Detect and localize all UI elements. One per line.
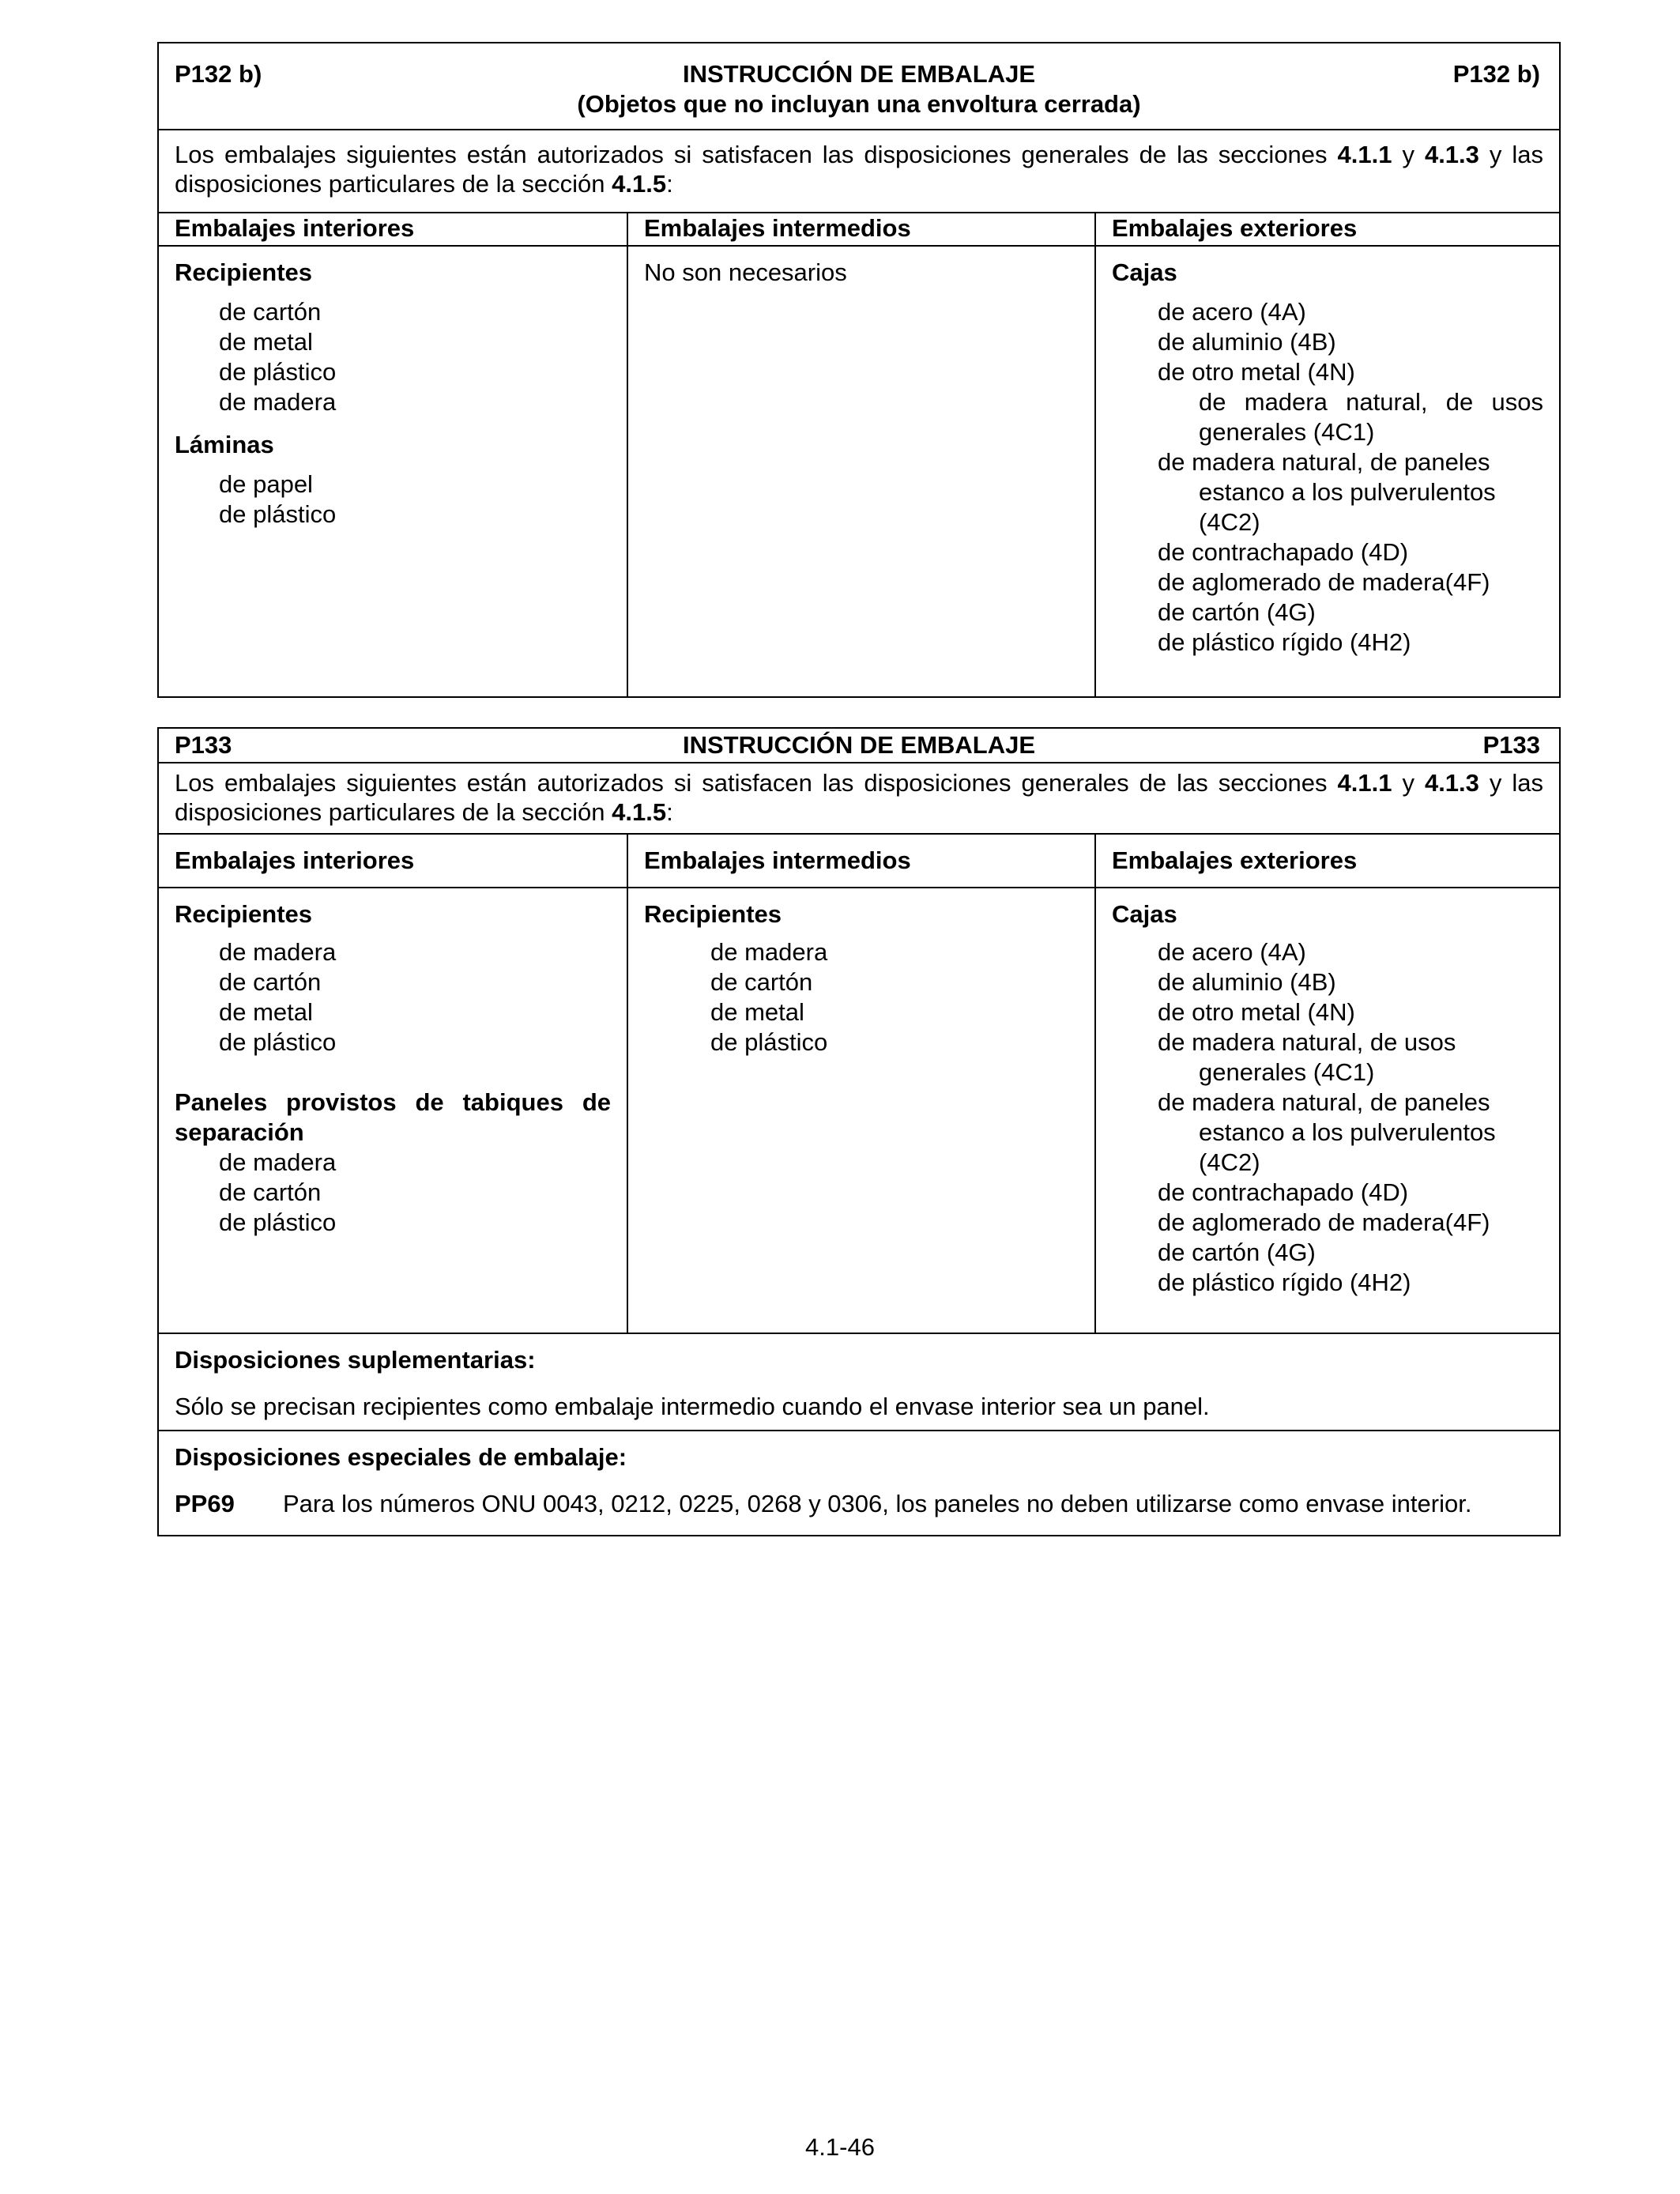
list-item: de metal — [219, 998, 313, 1026]
list-item: (4C2) — [1199, 1148, 1260, 1176]
list-item: estanco a los pulverulentos — [1199, 478, 1496, 506]
list-item: estanco a los pulverulentos — [1199, 1118, 1496, 1146]
p133-inner-heading-paneles: Paneles provistos de tabiques de — [175, 1088, 611, 1116]
p132b-inner-heading-laminas: Láminas — [175, 431, 274, 458]
p132b-header-intermediate: Embalajes intermedios — [644, 214, 911, 242]
p133-supplementary-heading: Disposiciones suplementarias: — [175, 1346, 536, 1374]
list-item: de madera — [219, 388, 337, 416]
list-item: de plástico — [219, 1028, 337, 1056]
p132b-intermediate-text: No son necesarios — [644, 258, 847, 286]
list-item: de madera natural, de usos — [1158, 1028, 1456, 1056]
p133-code-right: P133 — [1482, 731, 1540, 759]
list-item: de madera natural, de paneles — [1158, 1088, 1490, 1116]
p133-outer-heading: Cajas — [1112, 900, 1177, 928]
p133-header-row — [159, 729, 1559, 762]
p132b-inner-heading-recipientes: Recipientes — [175, 258, 313, 286]
list-item: de plástico — [219, 500, 337, 528]
p133-special-heading: Disposiciones especiales de embalaje: — [175, 1443, 627, 1471]
p132b-header-row — [159, 43, 1559, 129]
list-item: de otro metal (4N) — [1158, 998, 1355, 1026]
list-item: generales (4C1) — [1199, 418, 1375, 446]
p132b-header-inner: Embalajes interiores — [175, 214, 415, 242]
list-item: de plástico rígido (4H2) — [1158, 1269, 1411, 1296]
list-item: de cartón (4G) — [1158, 1238, 1316, 1266]
list-item: de cartón — [219, 298, 322, 326]
list-item: de cartón — [219, 968, 322, 996]
p133-title: INSTRUCCIÓN DE EMBALAJE — [682, 731, 1036, 759]
p133-body-row — [159, 887, 1559, 1333]
p132b-subtitle: (Objetos que no incluyan una envoltura cerrada) — [577, 90, 1141, 118]
list-item: (4C2) — [1199, 508, 1260, 536]
list-item: de contrachapado (4D) — [1158, 538, 1409, 566]
list-item: de cartón (4G) — [1158, 598, 1316, 626]
p132b-title: INSTRUCCIÓN DE EMBALAJE — [682, 60, 1036, 88]
p132b-header-outer: Embalajes exteriores — [1112, 214, 1358, 242]
list-item: de plástico rígido (4H2) — [1158, 628, 1411, 656]
list-item: de madera — [219, 938, 337, 966]
list-item: de aglomerado de madera(4F) — [1158, 1208, 1490, 1236]
list-item: de aluminio (4B) — [1158, 968, 1336, 996]
p133-header-intermediate: Embalajes intermedios — [644, 846, 911, 874]
list-item: de plástico — [219, 358, 337, 386]
p133-inner-cell — [159, 888, 627, 1333]
p133-special-code: PP69 — [175, 1490, 235, 1517]
list-item: generales (4C1) — [1199, 1058, 1375, 1086]
p132b-intermediate-cell — [627, 247, 1094, 696]
list-item: de cartón — [710, 968, 813, 996]
p133-supplementary-text: Sólo se precisan recipientes como embalaje intermedio cuando el envase interior sea un panel. — [175, 1393, 1210, 1420]
p132b-intro-text: Los embalajes siguientes están autorizados si satisfacen las disposiciones generales de las secciones 4.1.1 y 4.1.3 y las disposiciones particulares de la sección 4.1.5: — [175, 141, 1543, 198]
list-item: de aluminio (4B) — [1158, 328, 1336, 356]
p133-inner-heading-recipientes: Recipientes — [175, 900, 313, 928]
list-item: de madera natural, de paneles — [1158, 448, 1490, 476]
list-item: de acero (4A) — [1158, 298, 1306, 326]
list-item: de aglomerado de madera(4F) — [1158, 568, 1490, 596]
p133-outer-cell — [1094, 888, 1559, 1333]
p133-special-row — [159, 1430, 1559, 1535]
p133-code-left: P133 — [175, 731, 232, 759]
p132b-body-row — [159, 245, 1559, 696]
p133-column-header-row — [159, 833, 1559, 887]
p133-intermediate-heading: Recipientes — [644, 900, 782, 928]
p133-header-outer: Embalajes exteriores — [1112, 846, 1358, 874]
p132b-inner-cell — [159, 247, 627, 696]
p132b-outer-cell — [1094, 247, 1559, 696]
p132b-code-right: P132 b) — [1452, 60, 1540, 88]
list-item: de plástico — [219, 1208, 337, 1236]
list-item: de papel — [219, 470, 313, 498]
list-item: de acero (4A) — [1158, 938, 1306, 966]
list-item: de madera natural, de usos — [1199, 388, 1543, 416]
list-item: de contrachapado (4D) — [1158, 1178, 1409, 1206]
p133-intro-row — [159, 762, 1559, 833]
p133-header-inner: Embalajes interiores — [175, 846, 415, 874]
page-number: 4.1-46 — [805, 2133, 875, 2161]
p132b-code-left: P132 b) — [175, 60, 262, 88]
p133-supplementary-row — [159, 1333, 1559, 1430]
p133-inner-heading-paneles-cont: separación — [175, 1118, 304, 1146]
p132b-column-header-row — [159, 212, 1559, 245]
p133-intermediate-cell — [627, 888, 1094, 1333]
p132b-table — [157, 42, 1561, 698]
list-item: de metal — [710, 998, 804, 1026]
list-item: de cartón — [219, 1178, 322, 1206]
list-item: de madera — [710, 938, 828, 966]
p132b-outer-heading: Cajas — [1112, 258, 1177, 286]
p133-special-text: Para los números ONU 0043, 0212, 0225, 0268 y 0306, los paneles no deben utilizarse como envase interior. — [283, 1490, 1472, 1517]
list-item: de otro metal (4N) — [1158, 358, 1355, 386]
list-item: de madera — [219, 1148, 337, 1176]
list-item: de metal — [219, 328, 313, 356]
p133-table — [157, 727, 1561, 1536]
p133-intro-text: Los embalajes siguientes están autorizados si satisfacen las disposiciones generales de las secciones 4.1.1 y 4.1.3 y las disposiciones particulares de la sección 4.1.5: — [175, 769, 1543, 826]
list-item: de plástico — [710, 1028, 828, 1056]
